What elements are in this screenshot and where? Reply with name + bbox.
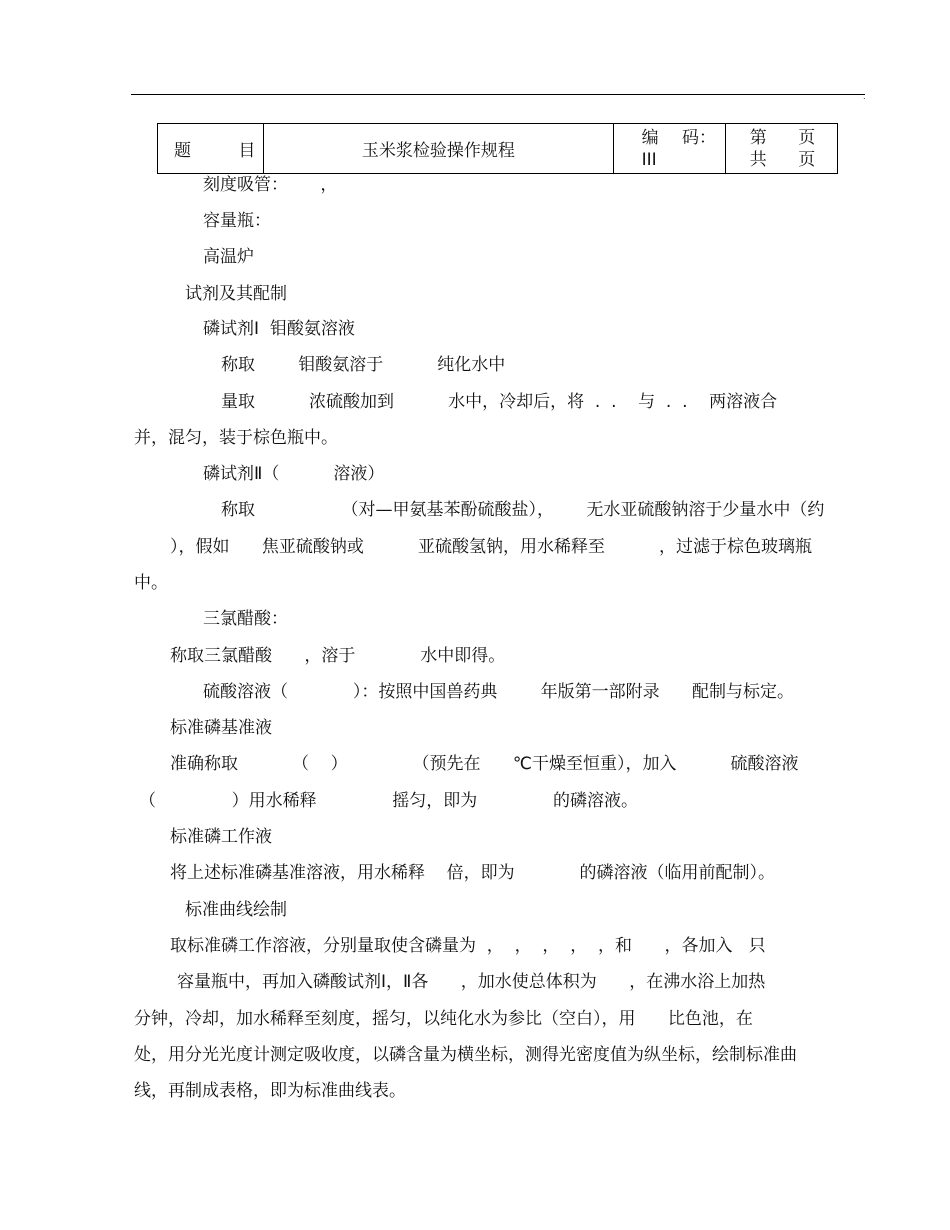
section-heading: 标准曲线绘制 [185,900,287,920]
text-line: ），假如 焦亚硫酸钠或 亚硫酸氢钠，用水稀释至 ，过滤于棕色玻璃瓶 [170,537,812,557]
text-line: 称取 （对—甲氨基苯酚硫酸盐）， 无水亚硫酸钠溶于少量水中（约 [221,500,825,520]
text-line: 处，用分光光度计测定吸收度，以磷含量为横坐标，测得光密度值为纵坐标，绘制标准曲 [134,1045,797,1065]
header-table [157,123,838,174]
text-line: 称取三氯醋酸 ，溶于 水中即得。 [170,646,506,666]
section-heading: 试剂及其配制 [185,284,287,304]
section-heading: 标准磷工作液 [170,827,272,847]
rule-end-mark: . [863,92,866,101]
text-line: 将上述标准磷基准溶液，用水稀释 倍，即为 的磷溶液（临用前配制）。 [170,863,775,883]
code-cell [613,124,725,174]
text-line: （ ）用水稀释 摇匀，即为 的磷溶液。 [139,791,638,811]
text-line: 刻度吸管： ， [203,175,338,195]
text-line: 分钟，冷却，加水稀释至刻度，摇匀，以纯化水为参比（空白），用 比色池，在 [134,1009,753,1029]
page-label: 第 页 [749,127,816,148]
code-value: III [641,149,657,170]
subject-cell [158,124,264,174]
text-line: 取标准磷工作溶液，分别量取使含磷量为 ， ， ， ， ，和 ，各加入 只 [170,936,766,956]
text-line: 高温炉 [203,247,254,267]
text-line: 硫酸溶液（ ）：按照中国兽药典 年版第一部附录 配制与标定。 [203,682,794,702]
text-line: 称取 钼酸氨溶于 纯化水中 [221,355,506,375]
page-cell [725,124,837,174]
text-line: 线，再制成表格，即为标准曲线表。 [134,1081,406,1101]
text-line: 并，混匀，装于棕色瓶中。 [134,428,338,448]
text-line: 中。 [134,573,168,593]
text-line: 准确称取 （ ） （预先在 ℃干燥至恒重），加入 硫酸溶液 [170,754,799,774]
subject-label: 题 目 [174,141,257,161]
total-pages-label: 共 页 [749,149,816,170]
header-rule [131,94,865,95]
document-title: 玉米浆检验操作规程 [361,141,515,161]
text-line: 量取 浓硫酸加到 水中，冷却后，将 . . 与 . . 两溶液合 [221,392,778,412]
text-line: 容量瓶中，再加入磷酸试剂Ⅰ，Ⅱ各 ，加水使总体积为 ，在沸水浴上加热 [177,972,766,992]
text-line: 磷试剂Ⅱ（ 溶液） [203,464,385,484]
section-heading: 标准磷基准液 [170,718,272,738]
text-line: 磷试剂Ⅰ 钼酸氨溶液 [203,319,355,339]
text-line: 三氯醋酸： [203,609,288,629]
code-label: 编 码： [641,127,717,148]
title-cell [264,124,614,174]
text-line: 容量瓶： [203,211,271,231]
